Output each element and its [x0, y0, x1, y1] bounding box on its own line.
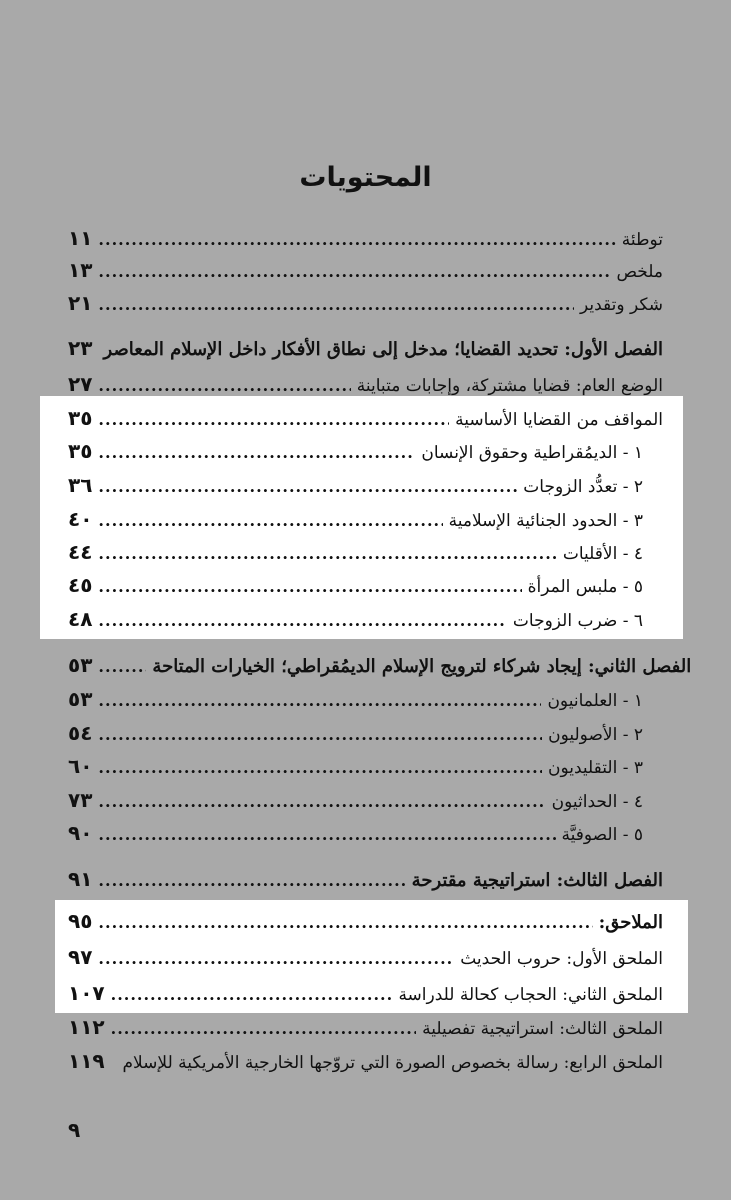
toc-page-number: ٩١	[68, 867, 93, 891]
toc-page-number: ٩٠	[68, 821, 93, 845]
toc-chapter-heading	[68, 333, 663, 363]
toc-page-number: ٤٥	[68, 573, 93, 597]
toc-entry	[68, 255, 663, 285]
toc-entry-label: ٢ - الأصوليون	[548, 725, 643, 745]
toc-entry-label: الفصل الثاني: إيجاد شركاء لترويج الإسلام الديمُقراطي؛ الخيارات المتاحة	[152, 656, 692, 677]
toc-page-number: ٩٥	[68, 909, 93, 933]
toc-entry	[68, 818, 643, 848]
toc-leader-dots	[111, 1014, 416, 1044]
toc-entry	[68, 288, 663, 318]
toc-entry-label: الفصل الأول: تحديد القضايا؛ مدخل إلى نطاق الأفكار داخل الإسلام المعاصر	[103, 339, 663, 360]
toc-entry-label: الوضع العام: قضايا مشتركة، وإجابات متباينة	[356, 376, 663, 396]
toc-leader-dots	[98, 820, 555, 850]
toc-leader-dots	[111, 980, 393, 1010]
toc-leader-dots	[98, 472, 517, 502]
toc-appendices-heading	[68, 906, 663, 936]
toc-entry-label: ٢ - تعدُّد الزوجات	[523, 477, 643, 497]
toc-leader-dots	[98, 908, 592, 938]
toc-leader-dots	[98, 753, 542, 783]
toc-page-number: ٢٣	[68, 336, 93, 360]
toc-page-number: ٥٣	[68, 653, 93, 677]
toc-entry	[68, 570, 643, 600]
toc-entry	[68, 718, 643, 748]
toc-entry	[68, 942, 663, 972]
toc-page-number: ٦٠	[68, 754, 93, 778]
toc-entry	[68, 369, 663, 399]
toc-entry-label: الملحق الثاني: الحجاب كحالة للدراسة	[398, 985, 663, 1005]
toc-page-number: ٥٤	[68, 721, 93, 745]
toc-page-number: ٣٥	[68, 406, 93, 430]
toc-page-number: ١١	[68, 226, 93, 250]
toc-entry	[68, 504, 643, 534]
toc-leader-dots	[98, 225, 615, 255]
toc-leader-dots	[98, 539, 556, 569]
toc-entry	[68, 785, 643, 815]
toc-chapter-heading	[68, 650, 692, 680]
toc-page-number: ١٠٧	[68, 981, 105, 1005]
toc-leader-dots	[98, 572, 521, 602]
toc-page-number: ١١٩	[68, 1049, 105, 1073]
toc-leader-dots	[98, 720, 542, 750]
toc-entry	[68, 403, 663, 433]
toc-leader-dots	[98, 944, 454, 974]
toc-page-number: ٢٧	[68, 372, 93, 396]
toc-page-number: ١٣	[68, 258, 93, 282]
toc-entry-label: ٣ - الحدود الجنائية الإسلامية	[448, 511, 643, 531]
toc-page-number: ٩٧	[68, 945, 93, 969]
toc-entry-label: الملاحق:	[598, 912, 663, 933]
toc-leader-dots	[98, 506, 442, 536]
toc-chapter-heading	[68, 864, 663, 894]
toc-entry-label: شكر وتقدير	[580, 295, 663, 315]
toc-entry-label: ٤ - الحداثيون	[551, 792, 643, 812]
toc-page-number: ٤٨	[68, 607, 93, 631]
toc-leader-dots	[98, 257, 610, 287]
toc-entry-label: الفصل الثالث: استراتيجية مقترحة	[411, 870, 663, 891]
toc-entry-label: ملخص	[616, 262, 663, 282]
toc-page-number: ٤٤	[68, 540, 93, 564]
toc-page-number: ٥٣	[68, 687, 93, 711]
toc-entry-label: توطئة	[621, 230, 663, 250]
toc-entry	[68, 1046, 663, 1076]
toc-page-number: ١١٢	[68, 1015, 105, 1039]
toc-entry	[68, 684, 643, 714]
page-title: المحتويات	[299, 162, 432, 193]
toc-leader-dots	[98, 652, 146, 682]
toc-entry-label: الملحق الرابع: رسالة بخصوص الصورة التي تروّجها الخارجية الأمريكية للإسلام	[122, 1053, 663, 1073]
toc-entry-label: الملحق الثالث: استراتيجية تفصيلية	[422, 1019, 663, 1039]
toc-leader-dots	[98, 686, 541, 716]
toc-entry	[68, 1012, 663, 1042]
toc-entry	[68, 470, 643, 500]
toc-entry-label: ٣ - التقليديون	[547, 758, 643, 778]
toc-leader-dots	[98, 606, 506, 636]
toc-entry	[68, 436, 643, 466]
toc-page-number: ٢١	[68, 291, 93, 315]
page-number: ٩	[68, 1118, 81, 1142]
toc-entry	[68, 537, 643, 567]
toc-page-number: ٣٦	[68, 473, 93, 497]
toc-entry-label: ٦ - ضرب الزوجات	[512, 611, 643, 631]
toc-entry	[68, 751, 643, 781]
toc-entry-label: ٥ - ملبس المرأة	[527, 577, 643, 597]
toc-leader-dots	[98, 371, 350, 401]
toc-page-number: ٧٣	[68, 788, 93, 812]
toc-leader-dots	[98, 787, 545, 817]
toc-entry-label: المواقف من القضايا الأساسية	[455, 410, 663, 430]
toc-leader-dots	[98, 405, 449, 435]
toc-entry-label: ٥ - الصوفيَّة	[561, 825, 643, 845]
toc-leader-dots	[98, 438, 415, 468]
toc-entry-label: الملحق الأول: حروب الحديث	[460, 949, 663, 969]
toc-leader-dots	[98, 866, 405, 896]
toc-leader-dots	[98, 290, 574, 320]
toc-entry-label: ١ - الديمُقراطية وحقوق الإنسان	[421, 443, 643, 463]
toc-entry	[68, 604, 643, 634]
toc-entry-label: ١ - العلمانيون	[547, 691, 643, 711]
toc-entry	[68, 223, 663, 253]
toc-page-number: ٤٠	[68, 507, 93, 531]
toc-entry	[68, 978, 663, 1008]
toc-entry-label: ٤ - الأقليات	[562, 544, 643, 564]
toc-page-number: ٣٥	[68, 439, 93, 463]
